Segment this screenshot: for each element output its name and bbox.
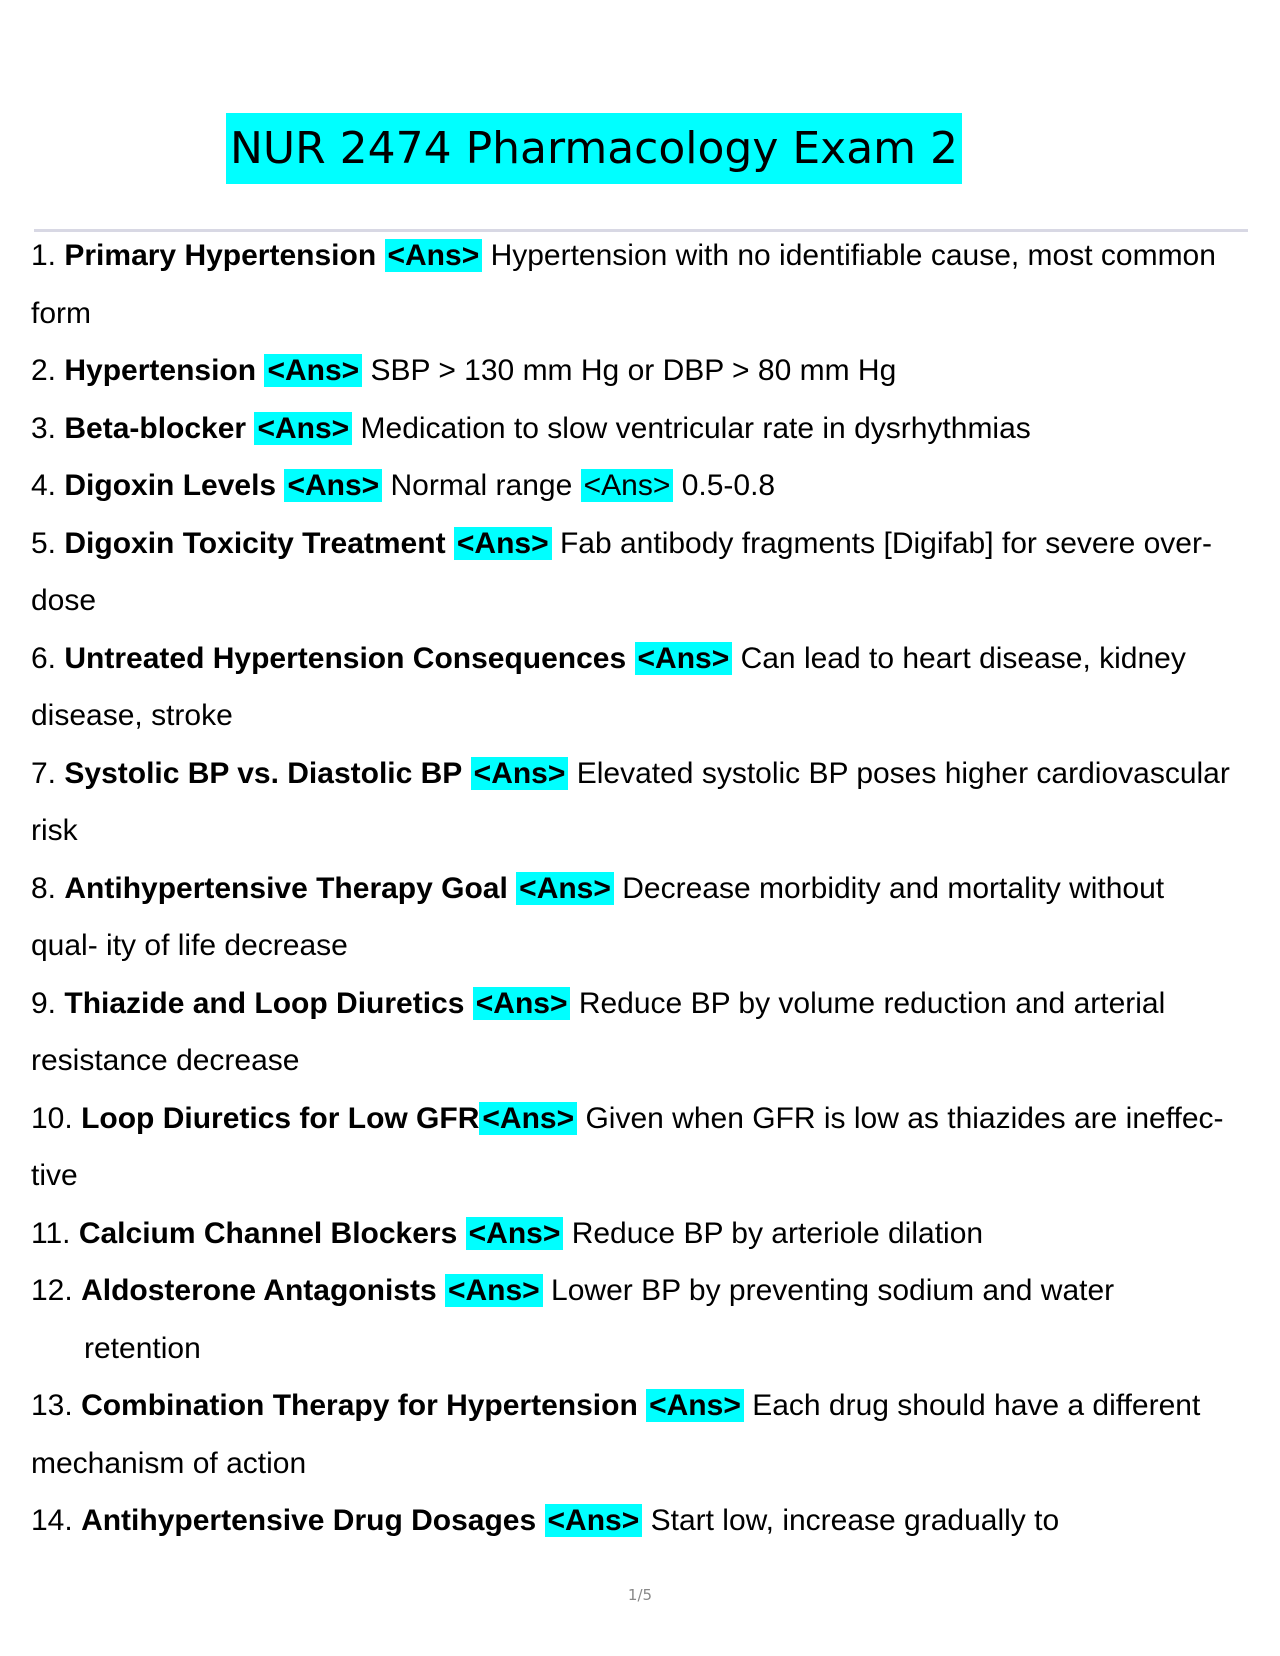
list-item bbox=[31, 975, 1231, 1090]
item-answer: Each drug should have a different mechanism of action bbox=[31, 1389, 1201, 1480]
answer-marker: <Ans> bbox=[264, 354, 362, 387]
answer-marker: <Ans> bbox=[284, 469, 382, 502]
item-answer: Decrease morbidity and mortality without qual- ity of life decrease bbox=[31, 871, 1165, 962]
list-item bbox=[31, 1205, 1231, 1263]
item-number: 8. bbox=[31, 871, 57, 905]
item-number: 9. bbox=[31, 986, 57, 1020]
item-term: Aldosterone Antagonists bbox=[81, 1274, 437, 1307]
item-answer: Given when GFR is low as thiazides are ineffec- tive bbox=[31, 1101, 1224, 1192]
list-item bbox=[31, 1262, 1231, 1377]
item-term: Beta-blocker bbox=[64, 411, 247, 445]
list-item bbox=[31, 400, 1231, 458]
answer-marker: <Ans> bbox=[471, 757, 569, 790]
item-term: Digoxin Toxicity Treatment bbox=[64, 526, 446, 560]
answer-marker: <Ans> bbox=[635, 642, 733, 675]
answer-marker: <Ans> bbox=[454, 527, 552, 560]
answer-marker: <Ans> bbox=[466, 1217, 564, 1250]
item-term: Antihypertensive Therapy Goal bbox=[64, 871, 508, 905]
item-answer: Lower BP by preventing sodium and water retention bbox=[84, 1274, 1115, 1365]
item-term: Systolic BP vs. Diastolic BP bbox=[64, 756, 463, 790]
item-answer: Reduce BP by volume reduction and arterial resistance decrease bbox=[31, 986, 1166, 1077]
item-number: 12. bbox=[31, 1274, 73, 1307]
item-number: 1. bbox=[31, 239, 57, 272]
item-term: Digoxin Levels bbox=[64, 469, 277, 502]
item-answer: Hypertension with no identifiable cause, most common form bbox=[31, 239, 1216, 330]
answer-marker: <Ans> bbox=[516, 872, 614, 905]
item-number: 7. bbox=[31, 756, 57, 790]
list-item bbox=[31, 227, 1231, 342]
item-number: 2. bbox=[31, 354, 57, 387]
item-number: 5. bbox=[31, 526, 57, 560]
list-item bbox=[31, 515, 1231, 630]
item-answer: Elevated systolic BP poses higher cardiovascular risk bbox=[31, 756, 1230, 847]
item-answer: SBP > 130 mm Hg or DBP > 80 mm Hg bbox=[370, 354, 897, 387]
page-number: 1/5 bbox=[627, 1586, 653, 1604]
list-item bbox=[31, 457, 1231, 515]
item-term: Loop Diuretics for Low GFR bbox=[81, 1101, 480, 1135]
item-number: 4. bbox=[31, 469, 57, 502]
item-number: 6. bbox=[31, 641, 57, 675]
item-number: 11. bbox=[31, 1216, 71, 1250]
answer-marker: <Ans> bbox=[445, 1274, 543, 1307]
page-title: NUR 2474 Pharmacology Exam 2 bbox=[226, 113, 962, 184]
item-answer: Start low, increase gradually to bbox=[650, 1504, 1060, 1537]
item-number: 3. bbox=[31, 411, 57, 445]
item-number: 14. bbox=[31, 1504, 73, 1537]
item-term: Untreated Hypertension Consequences bbox=[64, 641, 627, 675]
list-item bbox=[31, 1377, 1231, 1492]
answer-marker: <Ans> bbox=[545, 1504, 643, 1537]
answer-marker-secondary: <Ans> bbox=[581, 469, 674, 502]
answer-marker: <Ans> bbox=[385, 239, 483, 272]
list-item bbox=[31, 1492, 1231, 1550]
item-answer: Reduce BP by arteriole dilation bbox=[571, 1216, 984, 1250]
answer-marker: <Ans> bbox=[646, 1389, 744, 1422]
question-list bbox=[31, 227, 1231, 1550]
item-term: Thiazide and Loop Diuretics bbox=[64, 986, 465, 1020]
item-term: Calcium Channel Blockers bbox=[78, 1216, 458, 1250]
item-number: 10. bbox=[31, 1101, 73, 1135]
list-item bbox=[31, 630, 1231, 745]
list-item bbox=[31, 860, 1231, 975]
answer-marker: <Ans> bbox=[254, 412, 352, 445]
list-item bbox=[31, 745, 1231, 860]
item-answer: Can lead to heart disease, kidney disease, stroke bbox=[31, 641, 1186, 732]
list-item bbox=[31, 342, 1231, 400]
answer-marker: <Ans> bbox=[473, 987, 571, 1020]
item-answer: Fab antibody fragments [Digifab] for severe over- dose bbox=[31, 526, 1212, 617]
item-term: Primary Hypertension bbox=[64, 239, 377, 272]
item-term: Antihypertensive Drug Dosages bbox=[81, 1504, 537, 1537]
item-answer-secondary: 0.5-0.8 bbox=[681, 469, 776, 502]
item-number: 13. bbox=[31, 1389, 73, 1422]
item-term: Hypertension bbox=[64, 354, 257, 387]
item-answer: Normal range bbox=[390, 469, 573, 502]
item-answer: Medication to slow ventricular rate in dysrhythmias bbox=[360, 411, 1031, 445]
answer-marker: <Ans> bbox=[479, 1102, 577, 1135]
item-term: Combination Therapy for Hypertension bbox=[81, 1389, 638, 1422]
list-item bbox=[31, 1090, 1231, 1205]
